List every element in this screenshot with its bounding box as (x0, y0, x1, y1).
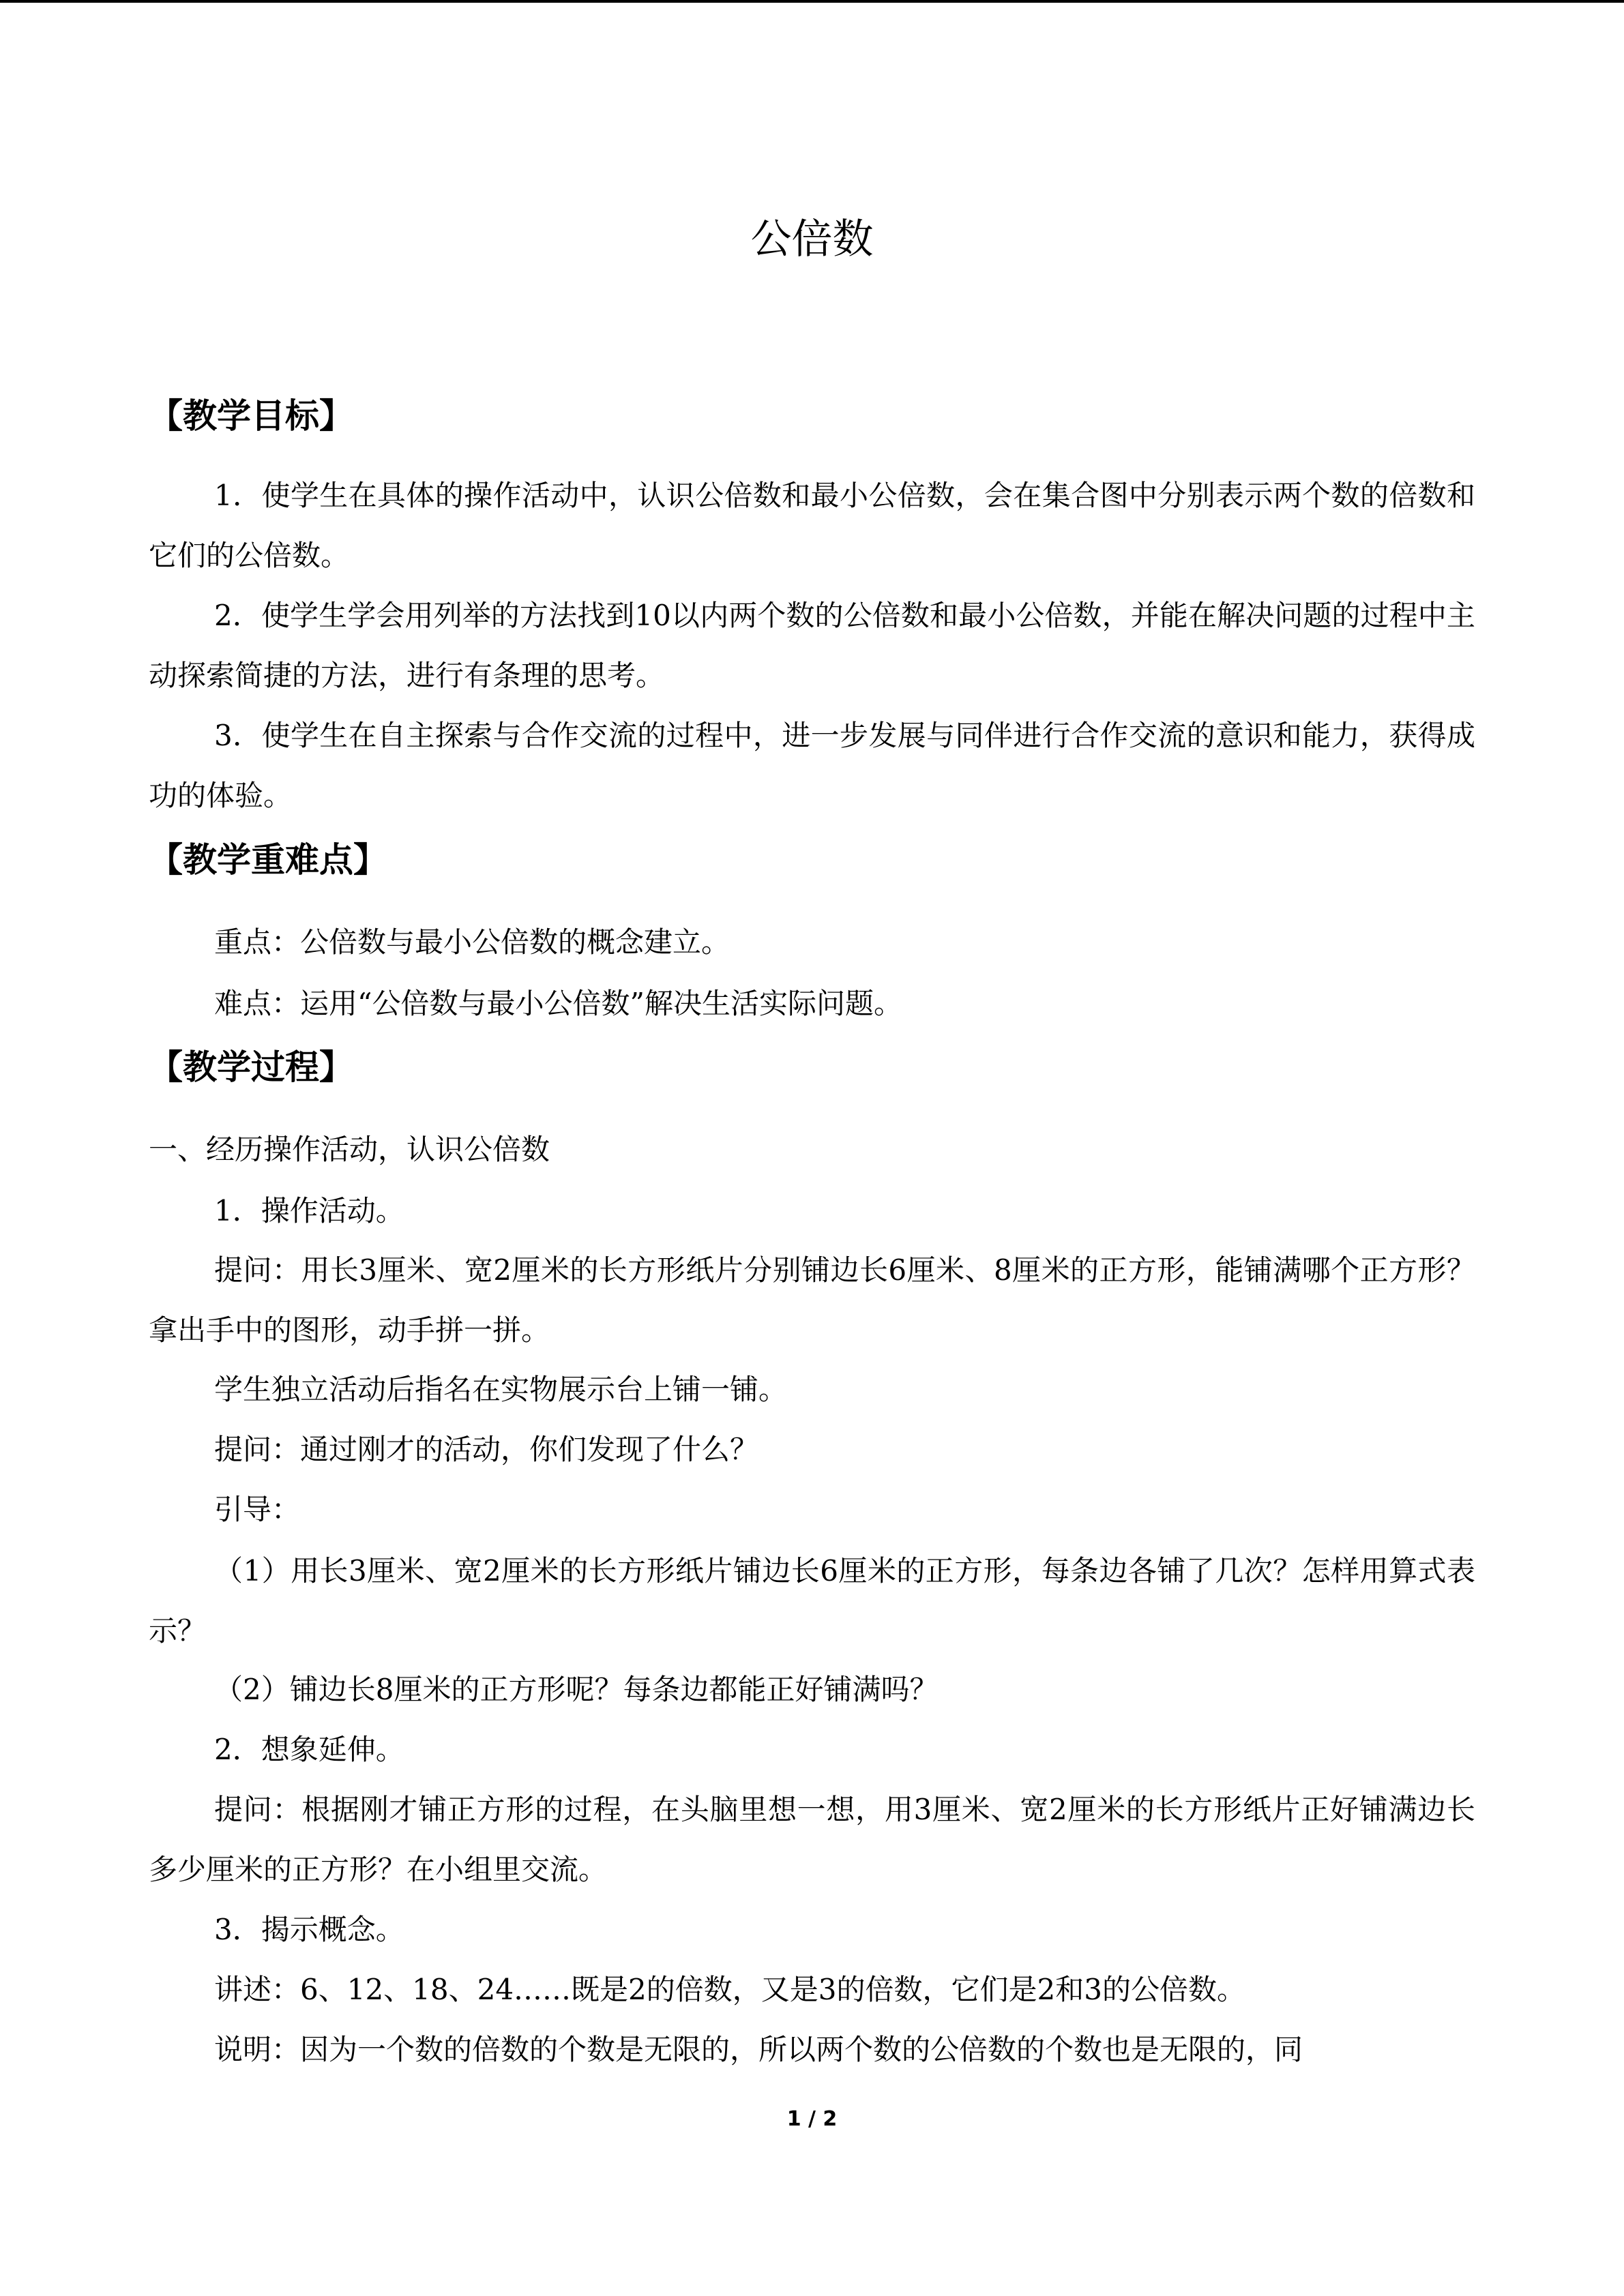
step3-note: 说明：因为一个数的倍数的个数是无限的，所以两个数的公倍数的个数也是无限的，同 (214, 2033, 1303, 2066)
objective-item-3: 3．使学生在自主探索与合作交流的过程中，进一步发展与同伴进行合作交流的意识和能力，获得成功的体验。 (149, 719, 1475, 812)
step1-question: 提问：用长3厘米、宽2厘米的长方形纸片分别铺边长6厘米、8厘米的正方形，能铺满哪个正方形？拿出手中的图形，动手拼一拼。 (149, 1253, 1475, 1347)
step1-activity: 学生独立活动后指名在实物展示台上铺一铺。 (214, 1373, 788, 1406)
step1-title: 1．操作活动。 (214, 1194, 404, 1227)
objective-item-1: 1．使学生在具体的操作活动中，认识公倍数和最小公倍数，会在集合图中分别表示两个数的倍数和它们的公倍数。 (149, 479, 1475, 572)
step3-statement: 讲述：6、12、18、24……既是2的倍数，又是3的倍数，它们是2和3的公倍数。 (214, 1973, 1245, 2006)
key-points-heading: 【教学重难点】 (149, 840, 387, 880)
document-title: 公倍数 (750, 215, 874, 263)
focus-point: 重点：公倍数与最小公倍数的概念建立。 (214, 925, 730, 959)
part1-title: 一、经历操作活动，认识公倍数 (149, 1133, 550, 1166)
process-heading: 【教学过程】 (149, 1047, 353, 1087)
step1-question2: 提问：通过刚才的活动，你们发现了什么？ (214, 1433, 759, 1466)
objectives-heading: 【教学目标】 (149, 396, 353, 436)
step2-question: 提问：根据刚才铺正方形的过程，在头脑里想一想，用3厘米、宽2厘米的长方形纸片正好铺满边长多少厘米的正方形？在小组里交流。 (149, 1793, 1475, 1886)
difficulty-point: 难点：运用“公倍数与最小公倍数”解决生活实际问题。 (214, 987, 902, 1020)
objective-item-2: 2．使学生学会用列举的方法找到10以内两个数的公倍数和最小公倍数，并能在解决问题的过程中主动探索简捷的方法，进行有条理的思考。 (149, 599, 1475, 692)
step3-title: 3．揭示概念。 (214, 1913, 404, 1946)
guide-question-2: （2）铺边长8厘米的正方形呢？每条边都能正好铺满吗？ (214, 1673, 939, 1706)
guide-label: 引导： (214, 1493, 301, 1526)
step2-title: 2．想象延伸。 (214, 1733, 404, 1766)
guide-question-1: （1）用长3厘米、宽2厘米的长方形纸片铺边长6厘米的正方形，每条边各铺了几次？怎样用算式表示？ (149, 1554, 1475, 1648)
page-number: 1 / 2 (786, 2107, 838, 2131)
